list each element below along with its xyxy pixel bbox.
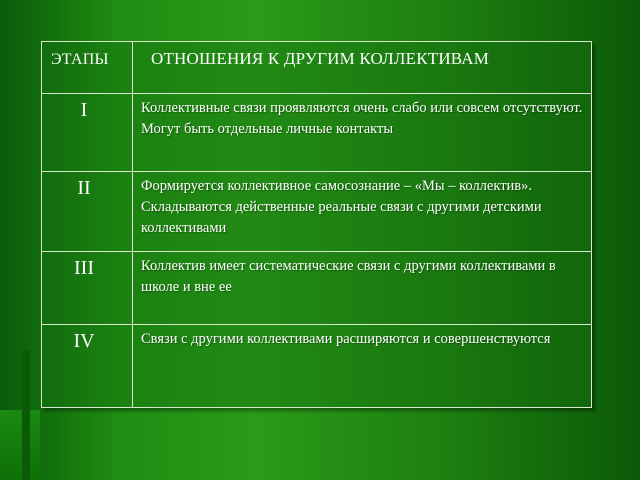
table-row bbox=[42, 325, 592, 408]
stage-description: Коллективные связи проявляются очень слабо или совсем отсутствуют. Могут быть отдельные личные контакты bbox=[133, 94, 592, 172]
background-decoration bbox=[0, 410, 40, 480]
stage-number: III bbox=[42, 252, 133, 325]
table-row bbox=[42, 252, 592, 325]
stages-table bbox=[41, 41, 592, 408]
stage-description: Коллектив имеет систематические связи с другими коллективами в школе и вне ее bbox=[133, 252, 592, 325]
stage-number: II bbox=[42, 172, 133, 252]
header-stages: ЭТАПЫ bbox=[42, 42, 133, 94]
stage-description: Связи с другими коллективами расширяются и совершенствуются bbox=[133, 325, 592, 408]
table-header-row bbox=[42, 42, 592, 94]
table-row bbox=[42, 94, 592, 172]
background-decoration-bar bbox=[22, 350, 30, 480]
stage-number: IV bbox=[42, 325, 133, 408]
stage-description: Формируется коллективное самосознание – «Мы – коллектив». Складываются действенные реальные связи с другими детскими коллективами bbox=[133, 172, 592, 252]
stage-number: I bbox=[42, 94, 133, 172]
header-relations: ОТНОШЕНИЯ К ДРУГИМ КОЛЛЕКТИВАМ bbox=[133, 42, 592, 94]
table-row bbox=[42, 172, 592, 252]
